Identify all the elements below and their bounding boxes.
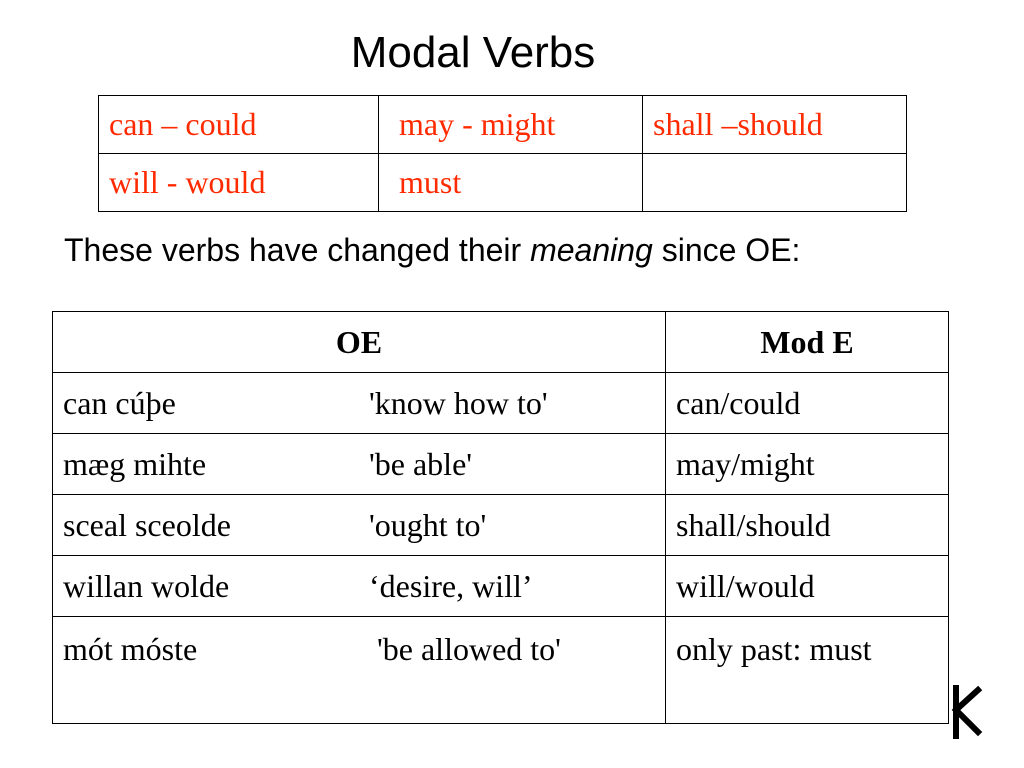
oe-gloss: 'ought to' <box>369 506 487 543</box>
subtitle-after: since OE: <box>652 232 801 268</box>
mod-e-cell: may/might <box>666 434 949 495</box>
meaning-change-table <box>52 311 949 724</box>
oe-gloss: 'know how to' <box>369 384 548 421</box>
subtitle-emphasis: meaning <box>530 232 653 268</box>
subtitle-before: These verbs have changed their <box>64 232 531 268</box>
oe-cell <box>53 556 666 617</box>
header-row <box>53 312 949 373</box>
page-title: Modal Verbs <box>350 28 596 77</box>
oe-forms: willan wolde <box>63 567 230 604</box>
subtitle <box>64 232 800 269</box>
table-row <box>53 617 949 724</box>
modal-pairs-table <box>98 95 907 212</box>
header-mod-e: Mod E <box>666 312 949 373</box>
oe-forms: can cúþe <box>63 384 176 421</box>
modal-pair-cell: will - would <box>99 154 379 212</box>
oe-forms: mæg mihte <box>63 445 207 482</box>
oe-cell <box>53 617 666 724</box>
modal-pairs-row <box>99 154 907 212</box>
oe-cell <box>53 373 666 434</box>
modal-pair-cell: may - might <box>379 96 643 154</box>
modal-pair-cell: must <box>379 154 643 212</box>
oe-gloss: 'be allowed to' <box>369 631 561 667</box>
rune-icon <box>950 684 984 740</box>
table-row <box>53 434 949 495</box>
mod-e-cell: will/would <box>666 556 949 617</box>
oe-forms: mót móste <box>63 631 198 667</box>
mod-e-cell: can/could <box>666 373 949 434</box>
table-row <box>53 373 949 434</box>
header-oe: OE <box>53 312 666 373</box>
table-row <box>53 556 949 617</box>
mod-e-cell: shall/should <box>666 495 949 556</box>
oe-cell <box>53 495 666 556</box>
oe-gloss: 'be able' <box>369 445 473 482</box>
mod-e-cell: only past: must <box>666 617 949 724</box>
oe-cell <box>53 434 666 495</box>
oe-forms: sceal sceolde <box>63 506 231 543</box>
modal-pair-cell <box>643 154 907 212</box>
modal-pairs-row <box>99 96 907 154</box>
modal-pair-cell: shall –should <box>643 96 907 154</box>
table-row <box>53 495 949 556</box>
oe-gloss: ‘desire, will’ <box>369 567 533 604</box>
modal-pair-cell: can – could <box>99 96 379 154</box>
